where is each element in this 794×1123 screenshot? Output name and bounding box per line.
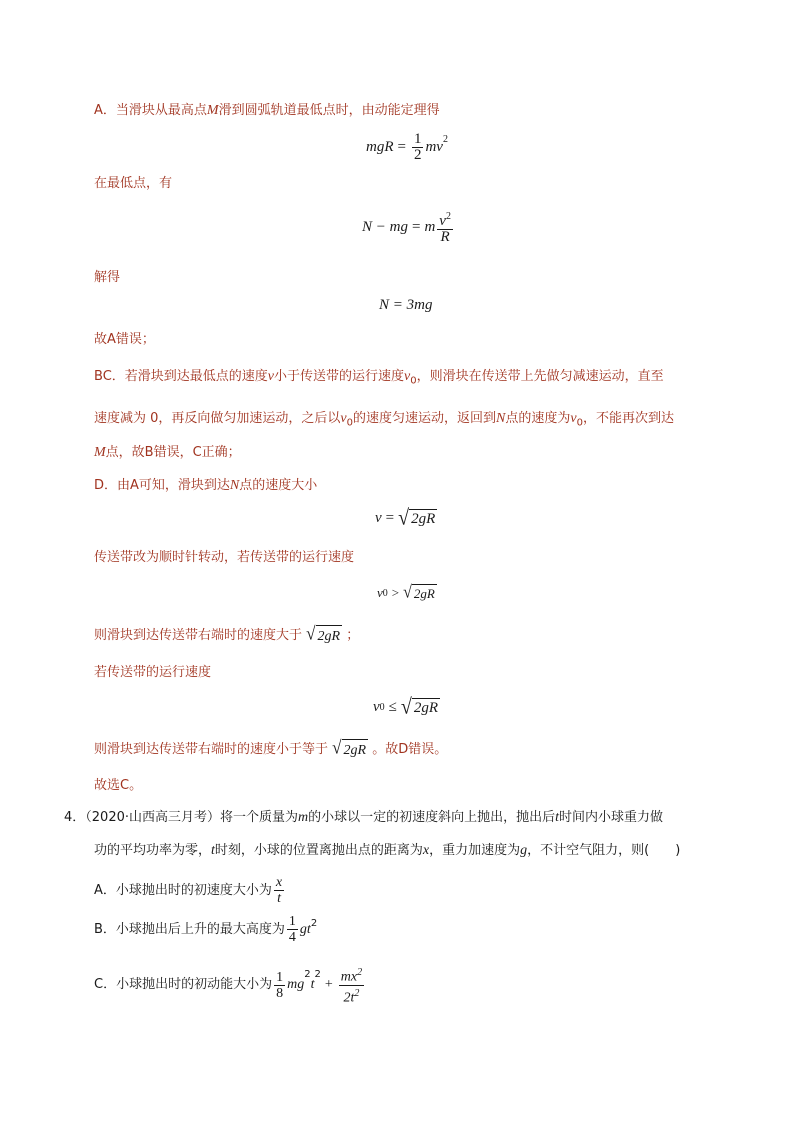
question-number: 4． xyxy=(64,810,86,825)
option-a-line xyxy=(94,101,440,121)
option-d-line-3: 则滑块到达传送带右端时的速度大于 √ 2gR ； xyxy=(94,625,359,647)
option-a-text: 滑到圆弧轨道最低点时，由动能定理得 xyxy=(218,103,440,118)
solve-text: 解得 xyxy=(94,270,121,285)
option-d-line-1: D．由A可知，滑块到达N点的速度大小 xyxy=(94,478,318,493)
option-bc-line-1: BC．若滑块到达最低点的速度v小于传送带的运行速度$v_0$，则滑块在传送带上先做匀减速运动，直至 xyxy=(94,369,664,387)
question-4-line-2: 功的平均功率为零，t时刻，小球的位置离抛出点的距离为x，重力加速度为g，不计空气阻力，则( ) xyxy=(94,843,681,858)
option-a-label: A．当滑块从最高点 xyxy=(94,103,207,118)
eq1-rhs: mv xyxy=(425,139,443,155)
eq1-equals: = xyxy=(397,139,406,155)
option-a-conclusion: 故A错误； xyxy=(94,332,155,347)
eq2-lhs: N − mg xyxy=(362,218,408,235)
option-d-line-4: 若传送带的运行速度 xyxy=(94,665,212,680)
option-d-line-5: 则滑块到达传送带右端时的速度小于等于 √ 2gR 。故D错误。 xyxy=(94,739,447,761)
sqrt-5: √ 2gR xyxy=(332,739,368,761)
equation-energy: mgR = $\frac{1}{2}$ mv $^2$ xyxy=(366,131,448,163)
question-4-option-c: C．小球抛出时的初动能大小为 $\frac{1}{8}$ mg $^2$ t $^2$ + $\frac{mx^2}{2t^2}$ xyxy=(94,967,363,1006)
equation-centripetal xyxy=(362,209,455,245)
option-bc-line-2: 速度减为 0，再反向做匀加速运动，之后以$v_0$的速度匀速运动，返回到N点的速度为$v_0$，不能再次到达 xyxy=(94,411,674,429)
eq1-lhs: mgR xyxy=(366,139,394,155)
eq2-fraction: $\frac{v^2}{R}$ xyxy=(439,211,451,245)
eq1-fraction: $\frac{1}{2}$ xyxy=(413,131,422,163)
question-4-option-b: B．小球抛出后上升的最大高度为 $\frac{1}{4}$ gt $^2$ xyxy=(94,914,318,945)
eq2-m: m xyxy=(424,218,436,235)
option-bc-line-3: M点，故B错误，C正确； xyxy=(94,445,241,460)
option-d-line-2: 传送带改为顺时针转动，若传送带的运行速度 xyxy=(94,550,355,565)
final-answer: 故选C。 xyxy=(94,778,143,793)
lowest-point-text: 在最低点，有 xyxy=(94,176,173,191)
equation-v0-greater: v 0 > √ 2gR xyxy=(377,583,435,602)
sqrt-4: √ 2gR xyxy=(400,694,439,720)
sqrt-1: √ 2gR xyxy=(398,505,436,531)
equation-speed: v = √ 2gR xyxy=(375,505,436,531)
question-4-option-a: A．小球抛出时的初速度大小为 $\frac{x}{t}$ xyxy=(94,875,283,906)
sqrt-2: √ 2gR xyxy=(403,583,435,602)
sqrt-3: √ 2gR xyxy=(306,625,342,647)
var-m: M xyxy=(206,103,219,118)
equation-result: N = 3mg xyxy=(379,297,433,313)
question-4-line-1: 4．（2020·山西高三月考）将一个质量为m的小球以一定的初速度斜向上抛出，抛出后t时间内小球重力做 xyxy=(64,810,664,825)
eq2-equals: = xyxy=(411,218,421,235)
equation-v0-le: v 0 ≤ √ 2gR xyxy=(373,694,439,720)
